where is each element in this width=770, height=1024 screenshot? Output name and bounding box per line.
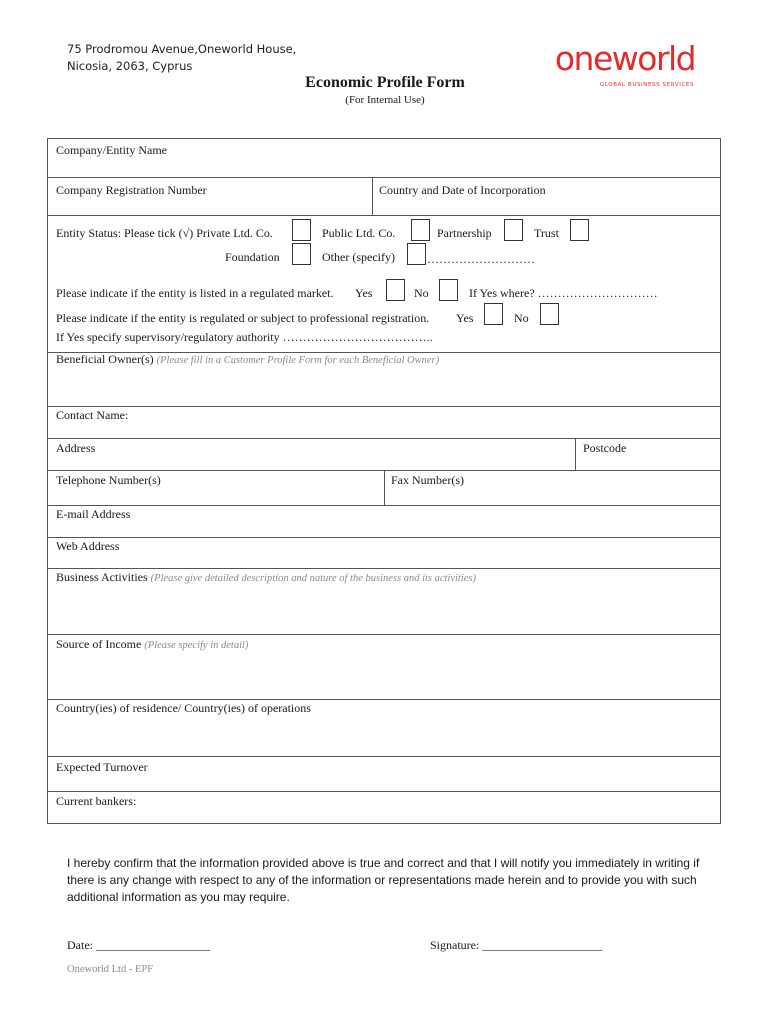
- company-name-label: Company/Entity Name: [56, 143, 167, 157]
- address-line-2: Nicosia, 2063, Cyprus: [67, 59, 193, 73]
- source-income-note: (Please specify in detail): [144, 640, 249, 651]
- divider: [48, 215, 720, 216]
- divider: [575, 438, 576, 470]
- logo-tagline: GLOBAL BUSINESS SERVICES: [599, 82, 695, 88]
- beneficial-owners-label: [56, 352, 439, 367]
- trust-label: Trust: [534, 226, 559, 240]
- page-subtitle: (For Internal Use): [345, 94, 425, 106]
- address-line-1: 75 Prodromou Avenue,Oneworld House,: [67, 42, 297, 56]
- divider: [48, 406, 720, 407]
- listed-yes-checkbox[interactable]: [386, 279, 405, 301]
- address-label: Address: [56, 441, 96, 455]
- divider: [48, 537, 720, 538]
- public-ltd-checkbox[interactable]: [411, 219, 430, 241]
- business-activities-note: (Please give detailed description and nature of the business and its activities): [150, 573, 477, 584]
- footer-text: Oneworld Ltd - EPF: [67, 964, 154, 975]
- divider: [48, 756, 720, 757]
- beneficial-owners-note: (Please fill in a Customer Profile Form for each Beneficial Owner): [156, 355, 440, 366]
- divider: [48, 568, 720, 569]
- regulated-no-checkbox[interactable]: [540, 303, 559, 325]
- contact-name-label: Contact Name:: [56, 408, 129, 422]
- trust-checkbox[interactable]: [570, 219, 589, 241]
- declaration-text: I hereby confirm that the information provided above is true and correct and that I will notify you immediately in writing if there is any change with respect to any of the information or representations made herein and to provide you with such additional information as you may require.: [67, 856, 700, 904]
- divider: [372, 177, 373, 215]
- listed-no-checkbox[interactable]: [439, 279, 458, 301]
- logo-wordmark: oneworld: [554, 39, 696, 78]
- date-field[interactable]: Date: ___________________: [67, 938, 210, 952]
- beneficial-owners-title: Beneficial Owner(s): [56, 352, 154, 366]
- email-label: E-mail Address: [56, 507, 131, 521]
- foundation-checkbox[interactable]: [292, 243, 311, 265]
- partnership-label: Partnership: [437, 226, 492, 240]
- source-income-label: [56, 637, 248, 652]
- fax-label: Fax Number(s): [391, 473, 464, 487]
- economic-profile-form: [47, 138, 721, 824]
- registration-number-label: Company Registration Number: [56, 183, 207, 197]
- listed-no-label: No: [414, 286, 429, 300]
- expected-turnover-label: Expected Turnover: [56, 760, 148, 774]
- regulatory-authority-field[interactable]: If Yes specify supervisory/regulatory authority ………………………………..: [56, 330, 433, 344]
- other-specify-label: Other (specify): [322, 250, 395, 264]
- country-incorporation-label: Country and Date of Incorporation: [379, 183, 546, 197]
- partnership-checkbox[interactable]: [504, 219, 523, 241]
- web-address-label: Web Address: [56, 539, 120, 553]
- source-income-title: Source of Income: [56, 637, 142, 651]
- divider: [48, 699, 720, 700]
- other-specify-field[interactable]: ………………………: [427, 252, 535, 266]
- divider: [384, 470, 385, 505]
- divider: [48, 438, 720, 439]
- business-activities-title: Business Activities: [56, 570, 148, 584]
- business-activities-label: [56, 570, 476, 585]
- listed-yes-label: Yes: [355, 286, 373, 300]
- current-bankers-label: Current bankers:: [56, 794, 137, 808]
- divider: [48, 177, 720, 178]
- regulated-question: Please indicate if the entity is regulated or subject to professional registration.: [56, 311, 430, 325]
- regulated-yes-label: Yes: [456, 311, 474, 325]
- listed-question: Please indicate if the entity is listed in a regulated market.: [56, 286, 334, 300]
- listed-where-field[interactable]: If Yes where? …………………………: [469, 286, 658, 300]
- page-title: Economic Profile Form: [305, 74, 465, 91]
- postcode-label: Postcode: [583, 441, 627, 455]
- regulated-yes-checkbox[interactable]: [484, 303, 503, 325]
- public-ltd-label: Public Ltd. Co.: [322, 226, 396, 240]
- divider: [48, 505, 720, 506]
- company-address: [67, 41, 296, 75]
- foundation-label: Foundation: [225, 250, 280, 264]
- divider: [48, 634, 720, 635]
- countries-label: Country(ies) of residence/ Country(ies) of operations: [56, 701, 311, 715]
- entity-status-label: Entity Status: Please tick (√) Private Ltd. Co.: [56, 226, 273, 240]
- private-ltd-checkbox[interactable]: [292, 219, 311, 241]
- signature-field[interactable]: Signature: ____________________: [430, 938, 603, 952]
- telephone-label: Telephone Number(s): [56, 473, 161, 487]
- regulated-no-label: No: [514, 311, 529, 325]
- divider: [48, 791, 720, 792]
- other-checkbox[interactable]: [407, 243, 426, 265]
